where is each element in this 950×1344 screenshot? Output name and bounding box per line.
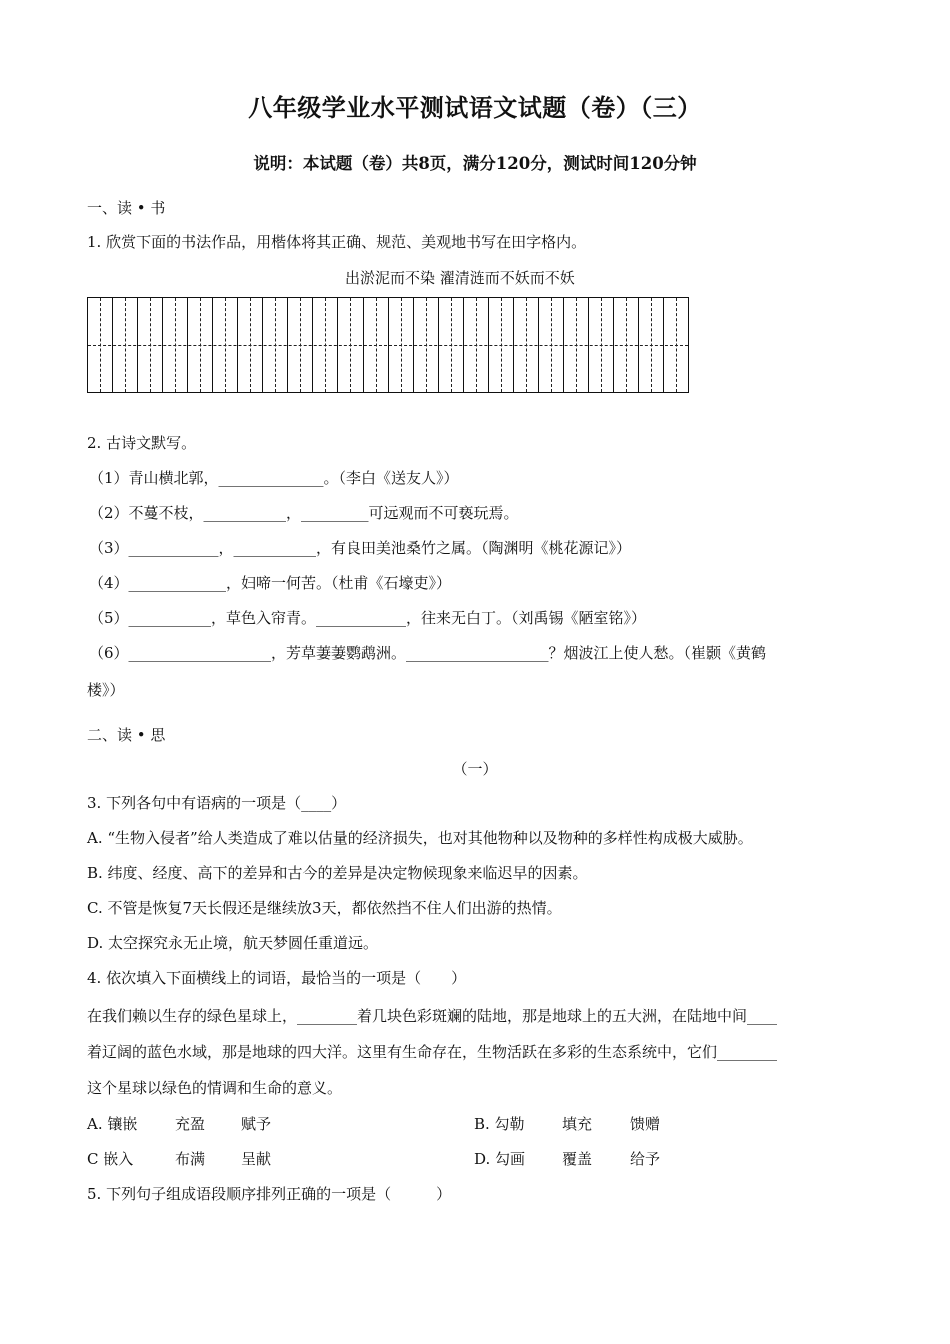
question-4-passage-line-2: 着辽阔的蓝色水域，那是地球的四大洋。这里有生命存在，生物活跃在多彩的生态系统中，它们________	[87, 1043, 778, 1061]
grid-cell-vertical-guide	[426, 298, 427, 392]
exam-instructions: 说明：本试题（卷）共8页，满分120分，测试时间120分钟	[253, 154, 697, 173]
grid-cell-vertical-guide	[100, 298, 101, 392]
grid-cell-vertical-guide	[376, 298, 377, 392]
grid-cell-vertical-guide	[401, 298, 402, 392]
question-4-passage-line-1: 在我们赖以生存的绿色星球上，________着几块色彩斑斓的陆地，那是地球上的五大洲，在陆地中间____	[87, 1007, 778, 1025]
grid-cell[interactable]	[589, 298, 614, 392]
question-3-option-b: B. 纬度、经度、高下的差异和古今的差异是决定物候现象来临迟早的因素。	[87, 864, 588, 882]
grid-cell[interactable]	[338, 298, 363, 392]
question-3-option-c: C. 不管是恢复7天长假还是继续放3天，都依然挡不住人们出游的热情。	[87, 899, 562, 917]
grid-cell[interactable]	[639, 298, 664, 392]
option-d-word-3: 给予	[630, 1150, 661, 1168]
grid-cell[interactable]	[163, 298, 188, 392]
grid-cell-vertical-guide	[200, 298, 201, 392]
grid-cell[interactable]	[614, 298, 639, 392]
recitation-item-5: （5）___________，草色入帘青。____________，往来无白丁。（刘禹锡《陋室铭》）	[89, 609, 647, 627]
recitation-item-6: （6）___________________，芳草萋萋鹦鹉洲。___________________？烟波江上使人愁。（崔颢《黄鹤	[89, 644, 767, 662]
grid-cell-vertical-guide	[125, 298, 126, 392]
grid-cell[interactable]	[439, 298, 464, 392]
question-2-heading: 2. 古诗文默写。	[87, 434, 197, 452]
grid-cell-vertical-guide	[651, 298, 652, 392]
grid-cell[interactable]	[313, 298, 338, 392]
question-4-option-c	[87, 1149, 271, 1169]
grid-cell[interactable]	[263, 298, 288, 392]
recitation-item-1: （1）青山横北郭，______________。（李白《送友人》）	[89, 469, 459, 487]
question-4-option-d	[474, 1149, 660, 1169]
grid-cell[interactable]	[664, 298, 688, 392]
grid-cell[interactable]	[113, 298, 138, 392]
option-b-word-3: 馈赠	[630, 1115, 661, 1133]
calligraphy-text: 出淤泥而不染 濯清涟而不妖而不妖	[345, 269, 575, 287]
recitation-item-2: （2）不蔓不枝，___________，_________可远观而不可亵玩焉。	[89, 504, 519, 522]
option-b-word-2: 填充	[562, 1115, 593, 1133]
grid-cell-vertical-guide	[551, 298, 552, 392]
grid-cell[interactable]	[288, 298, 313, 392]
grid-cell[interactable]	[138, 298, 163, 392]
question-3-stem: 3. 下列各句中有语病的一项是（____）	[87, 794, 347, 812]
grid-cell-vertical-guide	[350, 298, 351, 392]
grid-cell-vertical-guide	[300, 298, 301, 392]
grid-cell[interactable]	[364, 298, 389, 392]
option-c-word-1: C 嵌入	[87, 1150, 134, 1168]
question-3-option-a: A. “生物入侵者”给人类造成了难以估量的经济损失，也对其他物种以及物种的多样性构成极大威胁。	[87, 829, 753, 847]
option-d-word-2: 覆盖	[562, 1150, 593, 1168]
section-heading-read-write: 一、读 • 书	[87, 199, 166, 217]
grid-cell[interactable]	[564, 298, 589, 392]
grid-cell-vertical-guide	[325, 298, 326, 392]
question-4-passage-line-3: 这个星球以绿色的情调和生命的意义。	[87, 1079, 343, 1097]
question-1-stem: 1. 欣赏下面的书法作品，用楷体将其正确、规范、美观地书写在田字格内。	[87, 233, 587, 251]
exam-title: 八年级学业水平测试语文试题（卷）（三）	[248, 93, 702, 122]
grid-cell[interactable]	[213, 298, 238, 392]
part-label: （一）	[452, 760, 498, 778]
grid-cell[interactable]	[414, 298, 439, 392]
grid-cell[interactable]	[514, 298, 539, 392]
option-c-word-2: 布满	[175, 1150, 206, 1168]
grid-cell-vertical-guide	[250, 298, 251, 392]
grid-cell-vertical-guide	[476, 298, 477, 392]
grid-cell-vertical-guide	[576, 298, 577, 392]
grid-cell-vertical-guide	[626, 298, 627, 392]
grid-cell-vertical-guide	[275, 298, 276, 392]
grid-cell-vertical-guide	[451, 298, 452, 392]
option-d-word-1: D. 勾画	[474, 1150, 526, 1168]
question-4-stem: 4. 依次填入下面横线上的词语，最恰当的一项是（ ）	[87, 969, 467, 987]
grid-cell-vertical-guide	[175, 298, 176, 392]
grid-cell[interactable]	[539, 298, 564, 392]
option-a-word-2: 充盈	[175, 1115, 206, 1133]
grid-cell[interactable]	[389, 298, 414, 392]
option-b-word-1: B. 勾勒	[474, 1115, 525, 1133]
option-a-word-1: A. 镶嵌	[87, 1115, 138, 1133]
grid-cell[interactable]	[88, 298, 113, 392]
grid-cell-vertical-guide	[150, 298, 151, 392]
recitation-item-4: （4）_____________，妇啼一何苦。（杜甫《石壕吏》）	[89, 574, 452, 592]
option-a-word-3: 赋予	[241, 1115, 272, 1133]
grid-cell[interactable]	[464, 298, 489, 392]
grid-cell-vertical-guide	[601, 298, 602, 392]
question-5-stem: 5. 下列句子组成语段顺序排列正确的一项是（ ）	[87, 1185, 452, 1203]
question-4-option-a	[87, 1114, 271, 1134]
grid-cell-vertical-guide	[526, 298, 527, 392]
recitation-item-6-cont: 楼》）	[87, 681, 125, 699]
grid-cell[interactable]	[188, 298, 213, 392]
question-4-option-b	[474, 1114, 660, 1134]
question-3-option-d: D. 太空探究永无止境，航天梦圆任重道远。	[87, 934, 379, 952]
grid-cell[interactable]	[238, 298, 263, 392]
grid-cell-vertical-guide	[501, 298, 502, 392]
grid-cell-vertical-guide	[225, 298, 226, 392]
option-c-word-3: 呈献	[241, 1150, 272, 1168]
tianzige-writing-grid[interactable]	[87, 297, 689, 393]
grid-cell-vertical-guide	[676, 298, 677, 392]
recitation-item-3: （3）____________，___________，有良田美池桑竹之属。（陶渊明《桃花源记》）	[89, 539, 632, 557]
section-heading-read-think: 二、读 • 思	[87, 726, 166, 744]
grid-cell[interactable]	[489, 298, 514, 392]
